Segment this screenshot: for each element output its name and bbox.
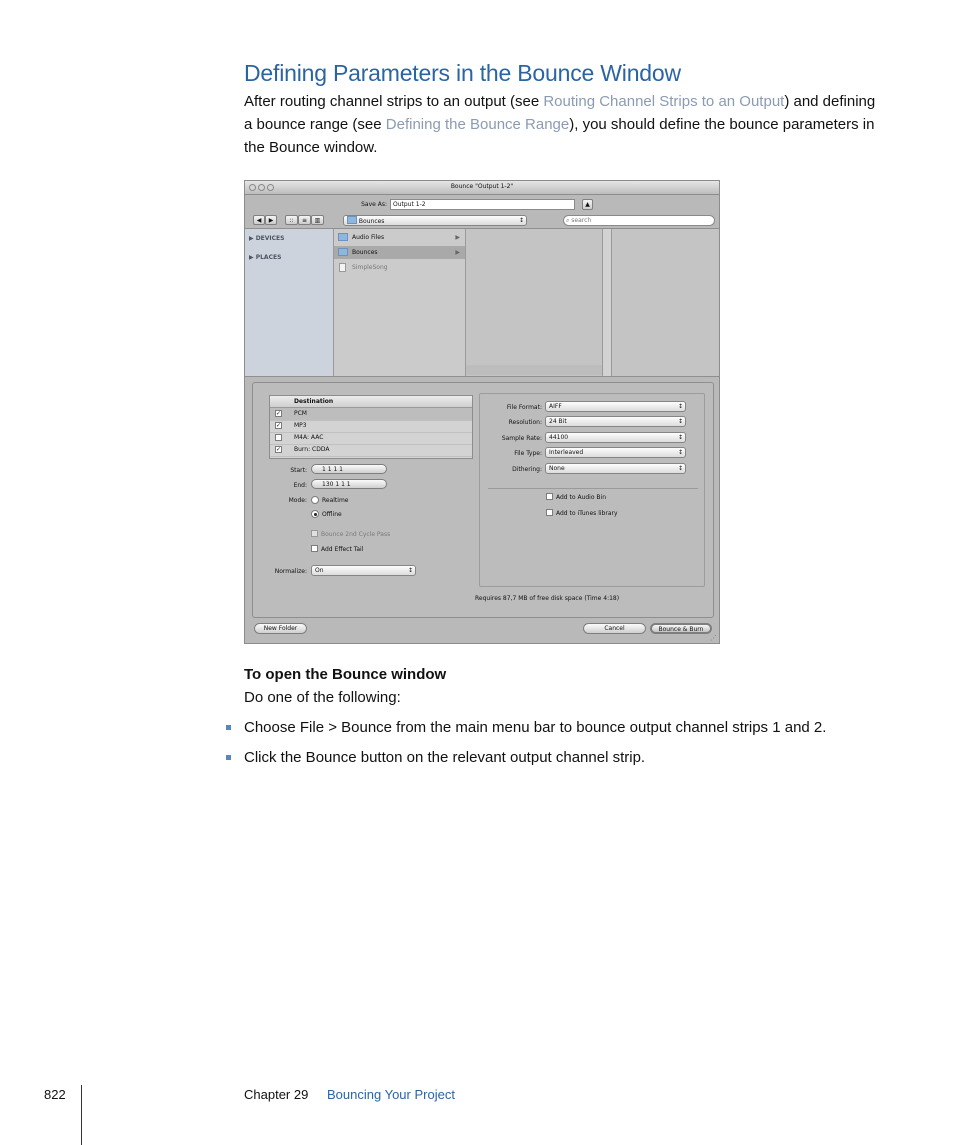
pcm-checkbox[interactable]: ✓	[276, 410, 282, 417]
back-button[interactable]: ◀	[253, 215, 265, 225]
resolution-popup[interactable]: 24 Bit ↕	[545, 416, 686, 427]
add-to-audio-bin-checkbox[interactable]	[546, 493, 553, 500]
intro-text-3: ), you should define the bounce parameters in the Bounce window.	[244, 116, 875, 156]
document-icon	[339, 263, 346, 272]
link-routing-channel-strips[interactable]: Routing Channel Strips to an Output	[543, 93, 785, 110]
normalize-popup[interactable]: On ↕	[311, 565, 416, 576]
file-type-label: File Type:	[514, 450, 542, 457]
disk-space-requirement: Requires 87,7 MB of free disk space (Time 4:18)	[475, 595, 620, 602]
dithering-popup[interactable]: None ↕	[545, 463, 686, 474]
popup-arrows-icon: ↕	[677, 418, 683, 425]
horizontal-scrollbar[interactable]	[466, 365, 602, 375]
popup-arrows-icon: ↕	[677, 465, 683, 472]
icon-view-button[interactable]	[285, 215, 298, 225]
file-item-simplesong[interactable]: SimpleSong	[334, 261, 465, 274]
chapter-label: Chapter 29	[244, 1087, 309, 1102]
column-view-button[interactable]	[311, 215, 324, 225]
destination-row-mp3[interactable]: ✓ MP3	[270, 420, 472, 433]
procedure-subtitle: Do one of the following:	[244, 689, 401, 706]
popup-arrows-icon: ↕	[677, 434, 683, 441]
popup-arrows-icon: ↕	[677, 403, 683, 410]
dithering-label: Dithering:	[512, 466, 542, 473]
forward-button[interactable]: ▶	[265, 215, 277, 225]
end-label: End:	[293, 482, 307, 489]
file-format-label: File Format:	[506, 404, 542, 411]
bullet-icon	[226, 755, 231, 760]
cancel-button[interactable]: Cancel	[583, 623, 646, 634]
list-item	[244, 719, 826, 736]
start-position-field[interactable]: 1 1 1 1	[311, 464, 387, 474]
offline-radio[interactable]	[311, 510, 319, 518]
expand-browser-button[interactable]: ▲	[582, 199, 593, 210]
popup-arrows-icon: ↕	[407, 567, 413, 574]
resolution-label: Resolution:	[508, 419, 542, 426]
cdda-checkbox[interactable]: ✓	[276, 446, 282, 453]
normalize-label: Normalize:	[274, 568, 307, 575]
browser-sidebar	[245, 229, 334, 376]
start-label: Start:	[290, 467, 307, 474]
mp3-checkbox[interactable]: ✓	[276, 422, 282, 429]
list-item	[244, 749, 645, 766]
end-position-field[interactable]: 130 1 1 1	[311, 479, 387, 489]
sample-rate-label: Sample Rate:	[501, 435, 542, 442]
chevron-right-icon: ▶	[455, 234, 460, 241]
intro-paragraph	[244, 90, 884, 159]
mode-label: Mode:	[288, 497, 307, 504]
sidebar-places[interactable]: ▶ PLACES	[249, 254, 282, 261]
search-input[interactable]	[563, 215, 715, 226]
window-titlebar	[245, 181, 719, 195]
folder-icon	[338, 233, 348, 241]
destination-table	[269, 395, 473, 459]
bounce-burn-button[interactable]: Bounce & Burn	[650, 623, 712, 634]
options-divider	[488, 488, 698, 489]
column-resizer[interactable]	[603, 229, 612, 376]
popup-arrows-icon: ↕	[677, 449, 683, 456]
save-as-row	[245, 198, 719, 212]
offline-label: Offline	[322, 511, 342, 518]
browser-column-1	[334, 229, 466, 376]
footer-divider	[81, 1085, 82, 1145]
bullet-text: Choose File > Bounce from the main menu bar to bounce output channel strips 1 and 2.	[244, 719, 827, 736]
add-to-itunes-checkbox[interactable]	[546, 509, 553, 516]
file-browser	[245, 228, 719, 377]
destination-table-header	[270, 396, 472, 408]
save-as-field[interactable]: Output 1-2	[390, 199, 575, 210]
list-view-icon: ≡	[301, 217, 308, 224]
intro-text-1: After routing channel strips to an output (see	[244, 93, 544, 110]
chevron-right-icon: ▶	[455, 249, 460, 256]
aac-checkbox[interactable]	[275, 434, 282, 441]
list-view-button[interactable]	[298, 215, 311, 225]
popup-arrows-icon: ↕	[518, 217, 524, 224]
icon-view-icon: ::	[289, 217, 294, 224]
folder-icon	[338, 248, 348, 256]
browser-toolbar	[245, 214, 719, 227]
browser-column-2	[466, 229, 603, 376]
folder-item-bounces[interactable]: Bounces ▶	[334, 246, 465, 259]
bounce-2nd-cycle-checkbox[interactable]	[311, 530, 318, 537]
sample-rate-popup[interactable]: 44100 ↕	[545, 432, 686, 443]
new-folder-button[interactable]: New Folder	[254, 623, 307, 634]
file-type-popup[interactable]: Interleaved ↕	[545, 447, 686, 458]
page-number: 822	[44, 1087, 66, 1102]
bullet-icon	[226, 725, 231, 730]
column-view-icon: ▥	[314, 217, 321, 224]
location-value: Bounces	[358, 218, 385, 225]
file-format-popup[interactable]: AIFF ↕	[545, 401, 686, 412]
save-as-label: Save As:	[361, 201, 387, 208]
destination-row-cdda[interactable]: ✓ Burn: CDDA	[270, 444, 472, 457]
search-icon: ⌕	[566, 217, 570, 224]
destination-row-aac[interactable]: M4A: AAC	[270, 432, 472, 445]
folder-icon	[347, 216, 357, 224]
add-to-audio-bin-label: Add to Audio Bin	[556, 494, 607, 501]
browser-column-3	[612, 229, 720, 376]
bullet-text: Click the Bounce button on the relevant output channel strip.	[244, 749, 646, 766]
add-effect-tail-label: Add Effect Tail	[321, 546, 364, 553]
chapter-title[interactable]: Bouncing Your Project	[327, 1087, 455, 1102]
search-placeholder: search	[571, 217, 592, 224]
location-popup[interactable]	[343, 215, 527, 226]
realtime-label: Realtime	[322, 497, 349, 504]
sidebar-devices[interactable]: ▶ DEVICES	[249, 235, 285, 242]
bounce-window-screenshot	[244, 180, 720, 644]
realtime-radio[interactable]	[311, 496, 319, 504]
destination-header: Destination	[294, 398, 334, 405]
link-defining-bounce-range[interactable]: Defining the Bounce Range	[385, 116, 570, 133]
add-effect-tail-checkbox[interactable]	[311, 545, 318, 552]
procedure-title: To open the Bounce window	[244, 666, 447, 683]
folder-item-audio-files[interactable]: Audio Files ▶	[334, 231, 465, 244]
file-options-box	[479, 393, 705, 587]
add-to-itunes-label: Add to iTunes library	[556, 510, 618, 517]
window-title: Bounce "Output 1-2"	[450, 183, 514, 190]
destination-row-pcm[interactable]: ✓ PCM	[270, 408, 472, 421]
section-heading: Defining Parameters in the Bounce Window	[244, 60, 681, 86]
intro-text-2: ) and defining a bounce range (see	[244, 93, 876, 133]
resize-grip-icon[interactable]: ⋰	[710, 634, 717, 642]
bounce-2nd-cycle-label: Bounce 2nd Cycle Pass	[321, 531, 391, 538]
bounce-options-panel	[252, 382, 714, 618]
